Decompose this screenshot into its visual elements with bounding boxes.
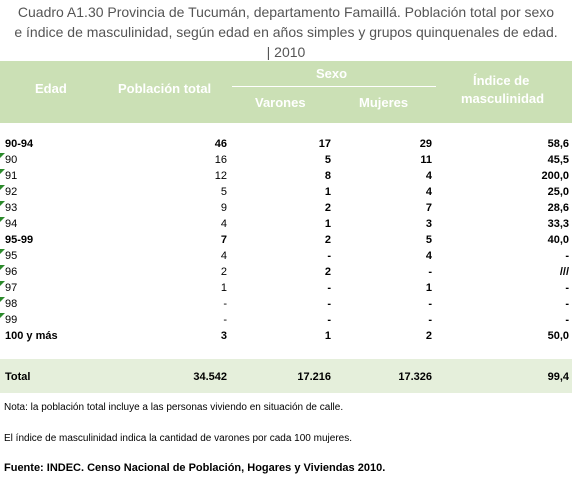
title-line-2: e índice de masculinidad, según edad en años simples y grupos quinquenales de edad. (14, 24, 558, 40)
cell-edad: 99 (5, 314, 18, 326)
table-row (0, 296, 572, 312)
cell-mujeres: 7 (425, 202, 432, 214)
cell-varones: - (327, 298, 331, 310)
cell-varones: 2 (324, 266, 331, 278)
total-edad: Total (5, 371, 31, 383)
cell-varones: 1 (324, 186, 331, 198)
cell-edad: 94 (5, 218, 18, 230)
header-poblacion-total: Población total (118, 81, 212, 96)
cell-edad: 90 (5, 154, 18, 166)
cell-mujeres: 11 (420, 154, 432, 166)
cell-total: 16 (214, 154, 227, 166)
cell-indice: 33,3 (547, 218, 569, 230)
total-indice: 99,4 (547, 371, 569, 383)
title-line-1: Cuadro A1.30 Provincia de Tucumán, departamento Famaillá. Población total por sexo (17, 4, 555, 20)
source-line: Fuente: INDEC. Censo Nacional de Población, Hogares y Viviendas 2010. (4, 462, 386, 474)
cell-mujeres: 3 (425, 218, 432, 230)
cell-indice: 50,0 (547, 330, 569, 342)
cell-total: 9 (220, 202, 227, 214)
cell-mujeres: 4 (425, 186, 432, 198)
table-row (0, 328, 572, 344)
header-mujeres: Mujeres (359, 95, 409, 110)
cell-mujeres: 29 (419, 138, 432, 150)
cell-mujeres: 1 (425, 282, 432, 294)
cell-varones: - (327, 250, 331, 262)
cell-total: 12 (214, 170, 227, 182)
sexo-divider (232, 86, 436, 87)
table-row (0, 264, 572, 280)
cell-edad: 96 (5, 266, 18, 278)
cell-mujeres: - (428, 298, 432, 310)
table-row (0, 184, 572, 200)
cell-indice: 200,0 (541, 170, 569, 182)
cell-varones: 1 (324, 218, 331, 230)
cell-varones: 2 (324, 202, 331, 214)
cell-varones: 17 (318, 138, 331, 150)
cell-edad: 95 (5, 250, 18, 262)
cell-mujeres: - (428, 266, 432, 278)
table-row (0, 200, 572, 216)
cell-total: - (223, 314, 227, 326)
total-varones: 17.216 (297, 371, 331, 383)
cell-total: - (223, 298, 227, 310)
cell-varones: 1 (324, 330, 331, 342)
header-indice-1: Índice de (473, 73, 530, 88)
cell-edad: 97 (5, 282, 18, 294)
total-row-band (0, 359, 572, 393)
cell-total: 46 (214, 138, 227, 150)
cell-indice: 45,5 (547, 154, 569, 166)
cell-mujeres: - (428, 314, 432, 326)
cell-total: 4 (220, 250, 227, 262)
cell-indice: - (565, 298, 569, 310)
cell-total: 4 (220, 218, 227, 230)
cell-edad: 100 y más (5, 330, 58, 342)
note-indice: El índice de masculinidad indica la cantidad de varones por cada 100 mujeres. (4, 433, 352, 444)
cell-varones: 5 (324, 154, 331, 166)
note-poblacion: Nota: la población total incluye a las personas viviendo en situación de calle. (4, 402, 344, 413)
cell-edad: 92 (5, 186, 18, 198)
cell-indice: - (565, 250, 569, 262)
cell-total: 1 (220, 282, 227, 294)
total-poblacion: 34.542 (193, 371, 227, 383)
cell-indice: 28,6 (547, 202, 569, 214)
table-row (0, 280, 572, 296)
cell-total: 2 (220, 266, 227, 278)
table-row (0, 168, 572, 184)
cell-indice: 40,0 (547, 234, 569, 246)
cell-varones: 8 (324, 170, 331, 182)
title-line-3: | 2010 (266, 44, 306, 60)
cell-total: 7 (220, 234, 227, 246)
header-sexo: Sexo (316, 66, 348, 81)
header-edad: Edad (35, 81, 67, 96)
cell-varones: - (327, 282, 331, 294)
cell-edad: 91 (5, 170, 18, 182)
cell-edad: 90-94 (5, 138, 34, 150)
cell-mujeres: 4 (425, 250, 432, 262)
cell-total: 3 (220, 330, 227, 342)
cell-varones: - (327, 314, 331, 326)
cell-indice: 58,6 (547, 138, 569, 150)
cell-total: 5 (220, 186, 227, 198)
cell-edad: 98 (5, 298, 18, 310)
cell-edad: 95-99 (5, 234, 34, 246)
table-title (0, 2, 572, 62)
table-row (0, 312, 572, 328)
table-row (0, 248, 572, 264)
cell-mujeres: 5 (425, 234, 432, 246)
cell-mujeres: 2 (425, 330, 432, 342)
table-row (0, 152, 572, 168)
table-header (0, 61, 572, 123)
header-indice-2: masculinidad (461, 91, 545, 106)
header-varones: Varones (255, 95, 306, 110)
cell-varones: 2 (324, 234, 331, 246)
total-mujeres: 17.326 (398, 371, 432, 383)
total-row (0, 369, 572, 385)
table-row (0, 216, 572, 232)
cell-indice: /// (559, 266, 569, 278)
cell-mujeres: 4 (425, 170, 432, 182)
cell-edad: 93 (5, 202, 18, 214)
table-row (0, 232, 572, 248)
table-row (0, 136, 572, 152)
cell-indice: - (565, 314, 569, 326)
cell-indice: - (565, 282, 569, 294)
cell-indice: 25,0 (547, 186, 569, 198)
